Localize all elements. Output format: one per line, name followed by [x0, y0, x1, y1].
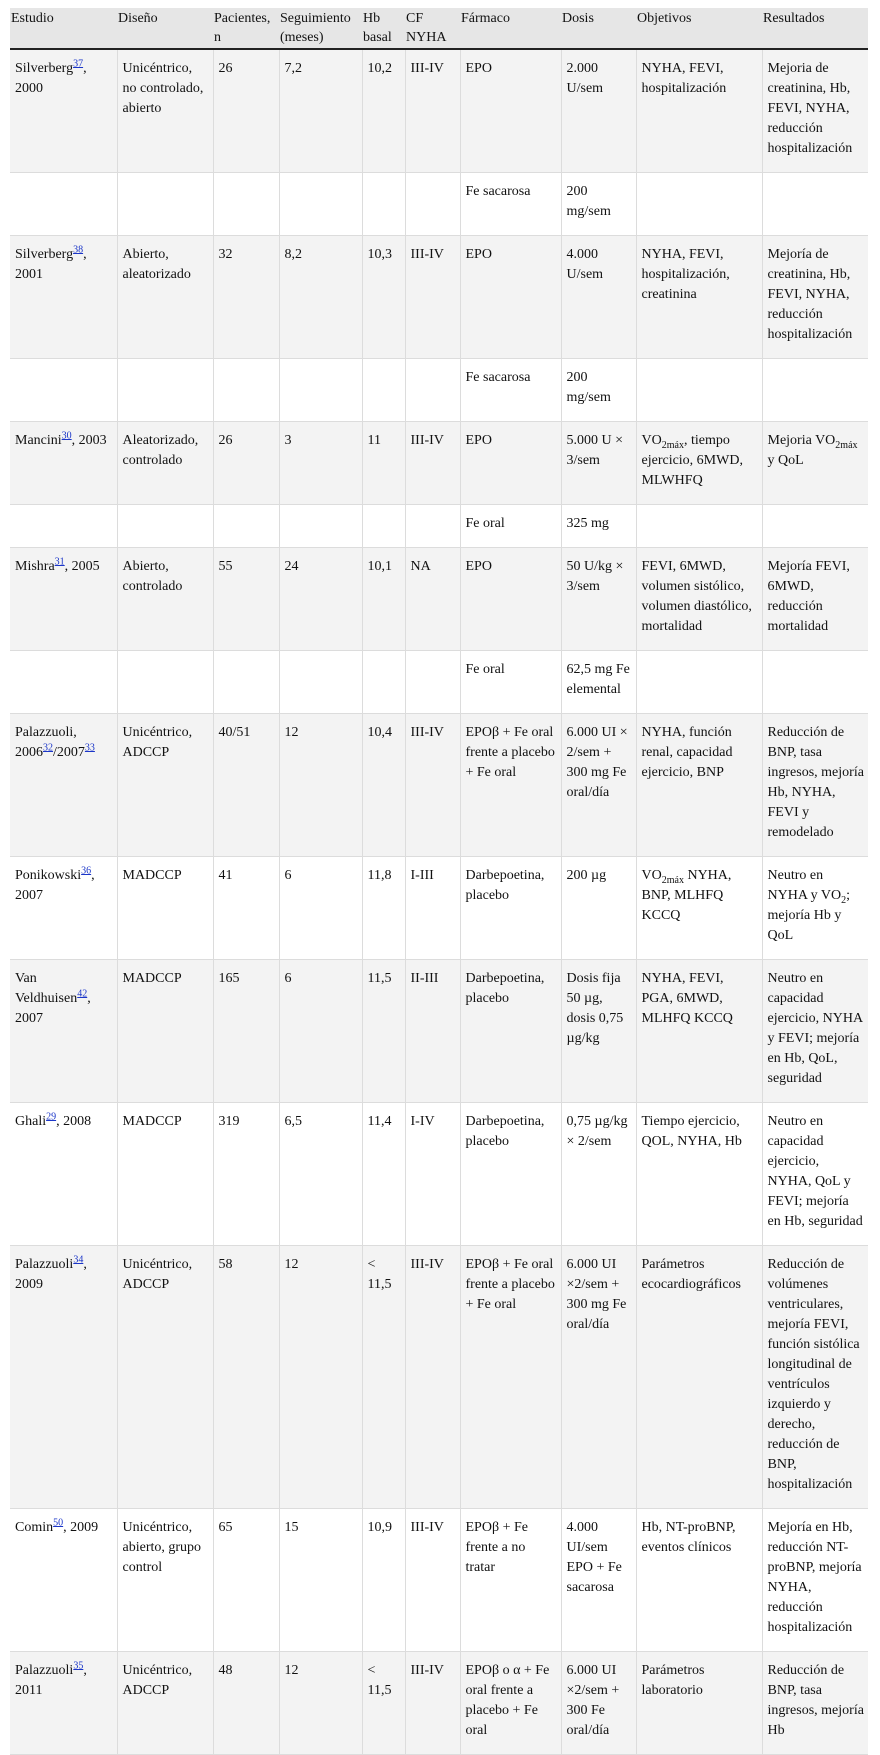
cell-estudio	[10, 548, 117, 651]
cell-diseno	[117, 359, 213, 422]
cell-diseno: Unicéntrico, ADCCP	[117, 714, 213, 857]
cell-resultados	[762, 1509, 868, 1652]
text-segment: Van Veldhuisen	[15, 971, 78, 1006]
header-row	[10, 8, 868, 49]
cell-dosis: 6.000 UI ×2/sem + 300 mg Fe oral/día	[561, 1246, 636, 1509]
text-segment: Reducción de BNP, tasa ingresos, mejoría Hb	[767, 1663, 864, 1738]
reference-superscript	[53, 1517, 63, 1528]
cell-estudio	[10, 422, 117, 505]
text-segment: , 2000	[15, 61, 87, 96]
cell-pacientes: 40/51	[213, 714, 279, 857]
cell-cf-nyha: III-IV	[405, 714, 460, 857]
header-cf-nyha: CF NYHA	[405, 8, 460, 49]
cell-diseno: Aleatorizado, controlado	[117, 422, 213, 505]
cell-pacientes: 165	[213, 960, 279, 1103]
cell-diseno	[117, 505, 213, 548]
cell-estudio	[10, 651, 117, 714]
cell-dosis: 4.000 UI/sem EPO + Fe sacarosa	[561, 1509, 636, 1652]
cell-pacientes: 65	[213, 1509, 279, 1652]
cell-objetivos	[636, 857, 762, 960]
text-segment: VO	[641, 433, 662, 448]
cell-hb-basal: 11,5	[362, 960, 405, 1103]
cell-diseno	[117, 173, 213, 236]
cell-farmaco: EPOβ o α + Fe oral frente a placebo + Fe oral	[460, 1652, 561, 1755]
cell-cf-nyha: I-III	[405, 857, 460, 960]
cell-dosis: 2.000 U/sem	[561, 49, 636, 173]
text-segment: y QoL	[767, 453, 804, 468]
cell-pacientes: 58	[213, 1246, 279, 1509]
text-segment: Mejoria VO	[767, 433, 836, 448]
cell-hb-basal: < 11,5	[362, 1246, 405, 1509]
cell-cf-nyha	[405, 173, 460, 236]
cell-hb-basal: 10,4	[362, 714, 405, 857]
header-seguimiento: Seguimiento (meses)	[279, 8, 362, 49]
text-segment: Mejoria de creatinina, Hb, FEVI, NYHA, reducción hospitalización	[767, 61, 853, 156]
reference-link[interactable]: 34	[73, 1254, 84, 1266]
cell-estudio	[10, 359, 117, 422]
text-segment: , 2001	[15, 247, 87, 282]
header-diseno: Diseño	[117, 8, 213, 49]
cell-resultados	[762, 857, 868, 960]
cell-seguimiento: 3	[279, 422, 362, 505]
cell-dosis: Dosis fija 50 µg, dosis 0,75 µg/kg	[561, 960, 636, 1103]
cell-cf-nyha: III-IV	[405, 422, 460, 505]
cell-objetivos	[636, 359, 762, 422]
cell-objetivos	[636, 1509, 762, 1652]
cell-pacientes: 319	[213, 1103, 279, 1246]
cell-objetivos	[636, 548, 762, 651]
reference-superscript	[85, 742, 95, 753]
text-segment: Palazzuoli, 2006	[15, 725, 77, 760]
cell-hb-basal: 11,4	[362, 1103, 405, 1246]
subscript: 2máx	[835, 439, 858, 451]
text-segment: Mejoría de creatinina, Hb, FEVI, NYHA, reducción hospitalización	[767, 247, 853, 342]
table-row	[10, 236, 868, 359]
cell-cf-nyha: NA	[405, 548, 460, 651]
cell-resultados	[762, 651, 868, 714]
text-segment: Mejoría en Hb, reducción NT-proBNP, mejoría NYHA, reducción hospitalización	[767, 1520, 862, 1635]
cell-estudio	[10, 1509, 117, 1652]
cell-resultados	[762, 1246, 868, 1509]
cell-farmaco: Fe oral	[460, 505, 561, 548]
reference-superscript	[73, 58, 83, 69]
cell-pacientes	[213, 359, 279, 422]
cell-estudio	[10, 236, 117, 359]
table-row	[10, 960, 868, 1103]
cell-diseno	[117, 651, 213, 714]
text-segment: Mancini	[15, 433, 62, 448]
studies-table	[10, 8, 868, 1755]
reference-link[interactable]: 29	[46, 1111, 57, 1123]
cell-farmaco: Fe sacarosa	[460, 359, 561, 422]
reference-superscript	[73, 1254, 83, 1265]
table-row	[10, 422, 868, 505]
cell-hb-basal	[362, 173, 405, 236]
table-row	[10, 505, 868, 548]
cell-diseno: Abierto, aleatorizado	[117, 236, 213, 359]
text-segment: Mejoría FEVI, 6MWD, reducción mortalidad	[767, 559, 850, 634]
table-row	[10, 1652, 868, 1755]
cell-seguimiento: 6	[279, 857, 362, 960]
cell-pacientes: 26	[213, 422, 279, 505]
cell-estudio	[10, 1246, 117, 1509]
cell-hb-basal: 11,8	[362, 857, 405, 960]
cell-hb-basal	[362, 505, 405, 548]
reference-superscript	[46, 1111, 56, 1122]
cell-hb-basal: 10,1	[362, 548, 405, 651]
text-segment: Reducción de BNP, tasa ingresos, mejoría Hb, NYHA, FEVI y remodelado	[767, 725, 864, 840]
text-segment: , 2009	[63, 1520, 99, 1535]
cell-hb-basal: 10,9	[362, 1509, 405, 1652]
cell-diseno: MADCCP	[117, 960, 213, 1103]
cell-pacientes: 48	[213, 1652, 279, 1755]
subscript: 2	[841, 894, 847, 906]
text-segment: NYHA, FEVI, PGA, 6MWD, MLHFQ KCCQ	[641, 971, 733, 1026]
cell-farmaco: Fe oral	[460, 651, 561, 714]
cell-objetivos	[636, 651, 762, 714]
cell-seguimiento: 12	[279, 714, 362, 857]
text-segment: Parámetros ecocardiográficos	[641, 1257, 741, 1292]
cell-cf-nyha	[405, 359, 460, 422]
reference-superscript	[73, 1660, 83, 1671]
text-segment: , tiempo ejercicio, 6MWD, MLWHFQ	[641, 433, 743, 488]
cell-dosis: 325 mg	[561, 505, 636, 548]
cell-cf-nyha: III-IV	[405, 236, 460, 359]
cell-pacientes: 55	[213, 548, 279, 651]
table-row	[10, 1246, 868, 1509]
cell-resultados	[762, 548, 868, 651]
cell-hb-basal	[362, 359, 405, 422]
reference-superscript	[43, 742, 53, 753]
cell-cf-nyha: III-IV	[405, 1246, 460, 1509]
text-segment: Mishra	[15, 559, 55, 574]
cell-diseno: Unicéntrico, ADCCP	[117, 1246, 213, 1509]
reference-link[interactable]: 31	[54, 556, 65, 568]
cell-hb-basal	[362, 651, 405, 714]
cell-objetivos	[636, 1652, 762, 1755]
reference-link[interactable]: 33	[84, 742, 95, 754]
cell-seguimiento: 12	[279, 1246, 362, 1509]
cell-seguimiento: 12	[279, 1652, 362, 1755]
cell-resultados	[762, 1652, 868, 1755]
cell-hb-basal: 11	[362, 422, 405, 505]
cell-farmaco: EPO	[460, 49, 561, 173]
text-segment: , 2009	[15, 1257, 87, 1292]
reference-link[interactable]: 37	[73, 58, 84, 70]
cell-pacientes: 41	[213, 857, 279, 960]
text-segment: , 2003	[71, 433, 107, 448]
table-row	[10, 49, 868, 173]
cell-dosis: 4.000 U/sem	[561, 236, 636, 359]
reference-superscript	[77, 988, 87, 999]
header-estudio: Estudio	[10, 8, 117, 49]
text-segment: ; mejoría Hb y QoL	[767, 888, 851, 943]
text-segment: Neutro en NYHA y VO	[767, 868, 842, 903]
text-segment: NYHA, BNP, MLHFQ KCCQ	[641, 868, 732, 923]
cell-hb-basal: 10,2	[362, 49, 405, 173]
cell-pacientes: 32	[213, 236, 279, 359]
table-row	[10, 359, 868, 422]
cell-cf-nyha: II-III	[405, 960, 460, 1103]
table-row	[10, 857, 868, 960]
cell-objetivos	[636, 422, 762, 505]
reference-link[interactable]: 36	[81, 865, 92, 877]
cell-seguimiento	[279, 505, 362, 548]
cell-seguimiento: 15	[279, 1509, 362, 1652]
table-row	[10, 714, 868, 857]
text-segment: Hb, NT-proBNP, eventos clínicos	[641, 1520, 736, 1555]
reference-link[interactable]: 32	[43, 742, 53, 754]
cell-farmaco: Darbepoetina, placebo	[460, 960, 561, 1103]
cell-resultados	[762, 505, 868, 548]
cell-diseno: Unicéntrico, ADCCP	[117, 1652, 213, 1755]
cell-seguimiento: 6,5	[279, 1103, 362, 1246]
cell-dosis: 200 mg/sem	[561, 173, 636, 236]
header-hb-basal: Hb basal	[362, 8, 405, 49]
text-segment: Neutro en capacidad ejercicio, NYHA, QoL y FEVI; mejoría en Hb, seguridad	[767, 1114, 863, 1229]
reference-superscript	[73, 244, 83, 255]
text-segment: Ponikowski	[15, 868, 82, 883]
cell-resultados	[762, 236, 868, 359]
text-segment: NYHA, función renal, capacidad ejercicio, BNP	[641, 725, 733, 780]
cell-seguimiento: 24	[279, 548, 362, 651]
table-row	[10, 1103, 868, 1246]
text-segment: Palazzuoli	[15, 1257, 74, 1272]
reference-link[interactable]: 38	[73, 244, 84, 256]
text-segment: , 2007	[15, 868, 95, 903]
cell-seguimiento	[279, 651, 362, 714]
cell-cf-nyha: III-IV	[405, 49, 460, 173]
header-farmaco: Fármaco	[460, 8, 561, 49]
subscript: 2máx	[661, 874, 684, 886]
cell-estudio	[10, 49, 117, 173]
cell-resultados	[762, 960, 868, 1103]
cell-objetivos	[636, 714, 762, 857]
cell-estudio	[10, 173, 117, 236]
cell-cf-nyha: III-IV	[405, 1509, 460, 1652]
cell-estudio	[10, 960, 117, 1103]
cell-dosis: 62,5 mg Fe elemental	[561, 651, 636, 714]
cell-resultados	[762, 49, 868, 173]
cell-diseno: Unicéntrico, no controlado, abierto	[117, 49, 213, 173]
reference-link[interactable]: 42	[77, 988, 88, 1000]
cell-farmaco: EPO	[460, 236, 561, 359]
reference-superscript	[55, 556, 65, 567]
cell-seguimiento: 8,2	[279, 236, 362, 359]
subscript: 2máx	[661, 439, 684, 451]
cell-farmaco: Fe sacarosa	[460, 173, 561, 236]
table-row	[10, 548, 868, 651]
cell-cf-nyha: I-IV	[405, 1103, 460, 1246]
text-segment: Tiempo ejercicio, QOL, NYHA, Hb	[641, 1114, 742, 1149]
text-segment: , 2007	[15, 991, 91, 1026]
cell-seguimiento	[279, 173, 362, 236]
cell-cf-nyha: III-IV	[405, 1652, 460, 1755]
cell-dosis: 50 U/kg × 3/sem	[561, 548, 636, 651]
table-body	[10, 49, 868, 1755]
table-row	[10, 1509, 868, 1652]
text-segment: FEVI, 6MWD, volumen sistólico, volumen diastólico, mortalidad	[641, 559, 752, 634]
cell-resultados	[762, 714, 868, 857]
cell-hb-basal: 10,3	[362, 236, 405, 359]
cell-estudio	[10, 857, 117, 960]
cell-cf-nyha	[405, 505, 460, 548]
cell-farmaco: EPO	[460, 548, 561, 651]
cell-objetivos	[636, 1246, 762, 1509]
text-segment: Ghali	[15, 1114, 47, 1129]
cell-farmaco: EPO	[460, 422, 561, 505]
cell-objetivos	[636, 505, 762, 548]
header-resultados: Resultados	[762, 8, 868, 49]
text-segment: , 2008	[56, 1114, 92, 1129]
text-segment: Silverberg	[15, 247, 74, 262]
cell-dosis: 0,75 µg/kg × 2/sem	[561, 1103, 636, 1246]
text-segment: /2007	[53, 745, 85, 760]
table-row	[10, 173, 868, 236]
cell-diseno: MADCCP	[117, 857, 213, 960]
cell-resultados	[762, 422, 868, 505]
text-segment: , 2011	[15, 1663, 87, 1698]
cell-farmaco: Darbepoetina, placebo	[460, 857, 561, 960]
reference-superscript	[62, 430, 72, 441]
cell-resultados	[762, 359, 868, 422]
cell-dosis: 5.000 U × 3/sem	[561, 422, 636, 505]
table-row	[10, 651, 868, 714]
cell-objetivos	[636, 960, 762, 1103]
cell-pacientes	[213, 173, 279, 236]
cell-resultados	[762, 1103, 868, 1246]
text-segment: Reducción de volúmenes ventriculares, mejoría FEVI, función sistólica longitudinal de ventrículos izquierdo y derecho, reducción de BNP, hospitalización	[767, 1257, 860, 1492]
text-segment: Parámetros laboratorio	[641, 1663, 705, 1698]
cell-objetivos	[636, 236, 762, 359]
cell-estudio	[10, 505, 117, 548]
text-segment: Neutro en capacidad ejercicio, NYHA y FEVI; mejoría en Hb, QoL, seguridad	[767, 971, 863, 1086]
cell-pacientes	[213, 505, 279, 548]
text-segment: , 2005	[64, 559, 100, 574]
text-segment: Palazzuoli	[15, 1663, 74, 1678]
header-dosis: Dosis	[561, 8, 636, 49]
cell-dosis: 200 µg	[561, 857, 636, 960]
cell-estudio	[10, 714, 117, 857]
cell-objetivos	[636, 173, 762, 236]
text-segment: Silverberg	[15, 61, 74, 76]
cell-pacientes: 26	[213, 49, 279, 173]
cell-farmaco: EPOβ + Fe oral frente a placebo + Fe oral	[460, 714, 561, 857]
cell-estudio	[10, 1103, 117, 1246]
cell-objetivos	[636, 1103, 762, 1246]
cell-pacientes	[213, 651, 279, 714]
cell-farmaco: EPOβ + Fe oral frente a placebo + Fe oral	[460, 1246, 561, 1509]
reference-link[interactable]: 50	[53, 1517, 64, 1529]
reference-link[interactable]: 35	[73, 1660, 84, 1672]
cell-objetivos	[636, 49, 762, 173]
reference-link[interactable]: 30	[61, 430, 72, 442]
cell-hb-basal: < 11,5	[362, 1652, 405, 1755]
cell-farmaco: EPOβ + Fe frente a no tratar	[460, 1509, 561, 1652]
text-segment: Comin	[15, 1520, 54, 1535]
cell-dosis: 6.000 UI ×2/sem + 300 Fe oral/día	[561, 1652, 636, 1755]
cell-seguimiento: 6	[279, 960, 362, 1103]
header-objetivos: Objetivos	[636, 8, 762, 49]
reference-superscript	[81, 865, 91, 876]
header-pacientes: Pacientes, n	[213, 8, 279, 49]
cell-seguimiento	[279, 359, 362, 422]
cell-dosis: 200 mg/sem	[561, 359, 636, 422]
cell-estudio	[10, 1652, 117, 1755]
cell-farmaco: Darbepoetina, placebo	[460, 1103, 561, 1246]
cell-resultados	[762, 173, 868, 236]
cell-seguimiento: 7,2	[279, 49, 362, 173]
cell-diseno: MADCCP	[117, 1103, 213, 1246]
cell-diseno: Abierto, controlado	[117, 548, 213, 651]
text-segment: NYHA, FEVI, hospitalización, creatinina	[641, 247, 730, 302]
cell-dosis: 6.000 UI × 2/sem + 300 mg Fe oral/día	[561, 714, 636, 857]
cell-diseno: Unicéntrico, abierto, grupo control	[117, 1509, 213, 1652]
text-segment: NYHA, FEVI, hospitalización	[641, 61, 727, 96]
cell-cf-nyha	[405, 651, 460, 714]
text-segment: VO	[641, 868, 662, 883]
